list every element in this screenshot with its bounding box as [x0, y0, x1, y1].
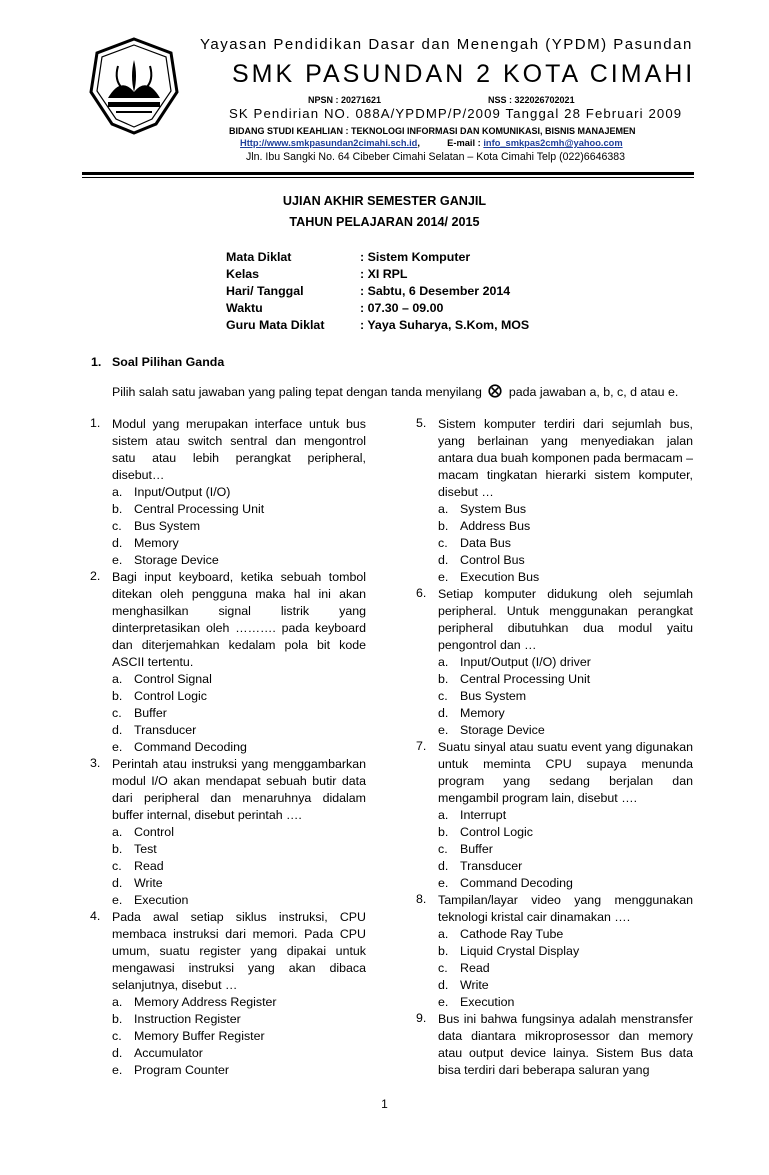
question-3	[90, 756, 366, 909]
meta-label: Hari/ Tanggal	[226, 284, 304, 298]
meta-label: Waktu	[226, 301, 263, 315]
answer-option[interactable]: a. Cathode Ray Tube	[438, 927, 564, 941]
header-divider-thin	[82, 177, 694, 178]
question-text: Sistem komputer terdiri dari sejumlah bus, yang berlainan yang menyediakan jalan antara dua buah komponen pada bermacam – macam tingkatan hierarki sistem komputer, disebut …	[438, 417, 693, 499]
question-text: Bagi input keyboard, ketika sebuah tombol ditekan oleh pengguna maka hal ini akan menghasilkan signal listrik yang dinterpretasikan oleh ………. pada keyboard dan diterjemahkan kedalam pola bit kode ASCII tertentu.	[112, 570, 366, 669]
question-column-left	[90, 416, 366, 1079]
question-column-right	[416, 416, 693, 1079]
question-number: 5.	[416, 416, 427, 430]
question-text: Suatu sinyal atau suatu event yang digunakan untuk meminta CPU supaya menunda program yang sedang berjalan dan mengambil program lain, disebut ….	[438, 740, 693, 805]
answer-option[interactable]: b. Central Processing Unit	[112, 502, 265, 516]
instruction-text: pada jawaban a, b, c, d atau e.	[508, 385, 679, 399]
meta-label: Mata Diklat	[226, 250, 292, 264]
meta-value: : Yaya Suharya, S.Kom, MOS	[360, 318, 530, 332]
answer-option[interactable]: c. Buffer	[112, 706, 167, 720]
answer-option[interactable]: b. Instruction Register	[112, 1012, 241, 1026]
answer-option[interactable]: e. Storage Device	[112, 553, 219, 567]
answer-option[interactable]: a. Interrupt	[438, 808, 507, 822]
answer-option[interactable]: a. System Bus	[438, 502, 527, 516]
question-number: 1.	[90, 416, 101, 430]
question-number: 2.	[90, 569, 101, 583]
answer-option[interactable]: b. Test	[112, 842, 157, 856]
school-logo	[88, 36, 180, 136]
answer-option[interactable]: c. Read	[112, 859, 164, 873]
question-text: Tampilan/layar video yang menggunakan teknologi kristal cair dinamakan ….	[438, 893, 693, 924]
question-text: Setiap komputer didukung oleh sejumlah peripheral. Untuk menggunakan perangkat peripheral dibutuhkan dua modul yaitu pengontrol dan …	[438, 587, 693, 652]
answer-option[interactable]: b. Control Logic	[112, 689, 208, 703]
email-link[interactable]: info_smkpas2cmh@yahoo.com	[483, 138, 623, 148]
question-9	[416, 1011, 693, 1079]
answer-option[interactable]: e. Command Decoding	[112, 740, 247, 754]
question-text: Pada awal setiap siklus instruksi, CPU membaca instruksi dari memori. Pada CPU umum, suatu register yang dipakai untuk mengawasi instruksi yang akan dibaca selanjutnya, disebut …	[112, 910, 366, 992]
question-7	[416, 739, 693, 892]
answer-option[interactable]: b. Control Logic	[438, 825, 534, 839]
question-text: Bus ini bahwa fungsinya adalah menstransfer data diantara mikroprosessor dan memory atau output device lainya. Sistem Bus data bisa terdiri dari beberapa saluran yang	[438, 1012, 693, 1077]
meta-value: : Sabtu, 6 Desember 2014	[360, 284, 511, 298]
answer-option[interactable]: d. Accumulator	[112, 1046, 203, 1060]
section-instruction	[112, 384, 678, 399]
school-address: Jln. Ibu Sangki No. 64 Cibeber Cimahi Selatan – Kota Cimahi Telp (022)6646383	[246, 151, 626, 163]
contact-line: Http://www.smkpasundan2cimahi.sch.id, E-mail : info_smkpas2cmh@yahoo.com	[240, 138, 623, 148]
question-number: 3.	[90, 756, 101, 770]
question-5	[416, 416, 693, 586]
exam-title: UJIAN AKHIR SEMESTER GANJIL	[282, 194, 487, 208]
website-link[interactable]: Http://www.smkpasundan2cimahi.sch.id	[240, 138, 418, 148]
meta-value: : 07.30 – 09.00	[360, 301, 444, 315]
question-1	[90, 416, 366, 569]
answer-option[interactable]: d. Transducer	[112, 723, 197, 737]
answer-option[interactable]: c. Buffer	[438, 842, 493, 856]
answer-option[interactable]: d. Memory	[438, 706, 505, 720]
question-number: 9.	[416, 1011, 427, 1025]
answer-option[interactable]: e. Storage Device	[438, 723, 545, 737]
answer-option[interactable]: a. Control	[112, 825, 174, 839]
page-number: 1	[381, 1097, 388, 1111]
meta-label: Guru Mata Diklat	[226, 318, 325, 332]
meta-value: : XI RPL	[360, 267, 408, 281]
answer-option[interactable]: d. Memory	[112, 536, 179, 550]
answer-option[interactable]: e. Command Decoding	[438, 876, 573, 890]
question-number: 6.	[416, 586, 427, 600]
answer-option[interactable]: d. Transducer	[438, 859, 523, 873]
sk-pendirian: SK Pendirian NO. 088A/YPDMP/P/2009 Tanggal 28 Februari 2009	[229, 106, 683, 121]
answer-option[interactable]: e. Program Counter	[112, 1063, 230, 1077]
exam-year: TAHUN PELAJARAN 2014/ 2015	[289, 215, 480, 229]
answer-option[interactable]: d. Write	[438, 978, 489, 992]
answer-option[interactable]: a. Input/Output (I/O)	[112, 485, 231, 499]
question-8	[416, 892, 693, 1011]
answer-option[interactable]: e. Execution	[112, 893, 189, 907]
header-divider	[82, 172, 694, 175]
answer-option[interactable]: a. Control Signal	[112, 672, 212, 686]
question-2	[90, 569, 366, 756]
question-text: Perintah atau instruksi yang menggambarkan modul I/O akan mendapat sebuah butir data dari peripheral dan menaruhnya didalam buffer internal, disebut perintah ….	[112, 757, 366, 822]
meta-label: Kelas	[226, 267, 260, 281]
answer-option[interactable]: c. Read	[438, 961, 490, 975]
bidang-studi: BIDANG STUDI KEAHLIAN : TEKNOLOGI INFORMASI DAN KOMUNIKASI, BISNIS MANAJEMEN	[229, 126, 636, 136]
foundation-name: Yayasan Pendidikan Dasar dan Menengah (YPDM) Pasundan	[200, 36, 693, 53]
question-number: 7.	[416, 739, 427, 753]
answer-option[interactable]: c. Data Bus	[438, 536, 511, 550]
question-4	[90, 909, 366, 1079]
instruction-text: Pilih salah satu jawaban yang paling tepat dengan tanda menyilang	[112, 385, 482, 399]
question-number: 4.	[90, 909, 101, 923]
section-number: 1.	[91, 355, 102, 369]
meta-value: : Sistem Komputer	[360, 250, 471, 264]
question-number: 8.	[416, 892, 427, 906]
question-text: Modul yang merupakan interface untuk bus sistem atau switch sentral dan mengontrol satu atau lebih perangkat peripheral, disebut…	[112, 417, 366, 482]
school-name: SMK PASUNDAN 2 KOTA CIMAHI	[232, 60, 696, 88]
answer-option[interactable]: a. Memory Address Register	[112, 995, 277, 1009]
question-6	[416, 586, 693, 739]
nss: NSS : 322026702021	[488, 95, 575, 105]
answer-option[interactable]: c. Memory Buffer Register	[112, 1029, 265, 1043]
email-label: E-mail :	[447, 138, 481, 148]
answer-option[interactable]: a. Input/Output (I/O) driver	[438, 655, 591, 669]
answer-option[interactable]: b. Address Bus	[438, 519, 531, 533]
answer-option[interactable]: b. Central Processing Unit	[438, 672, 591, 686]
answer-option[interactable]: d. Write	[112, 876, 163, 890]
answer-option[interactable]: c. Bus System	[112, 519, 201, 533]
npsn: NPSN : 20271621	[308, 95, 382, 105]
answer-option[interactable]: e. Execution Bus	[438, 570, 540, 584]
cross-circle-icon	[488, 384, 502, 398]
answer-option[interactable]: e. Execution	[438, 995, 515, 1009]
answer-option[interactable]: b. Liquid Crystal Display	[438, 944, 580, 958]
section-title: Soal Pilihan Ganda	[112, 355, 225, 369]
answer-option[interactable]: d. Control Bus	[438, 553, 525, 567]
answer-option[interactable]: c. Bus System	[438, 689, 527, 703]
